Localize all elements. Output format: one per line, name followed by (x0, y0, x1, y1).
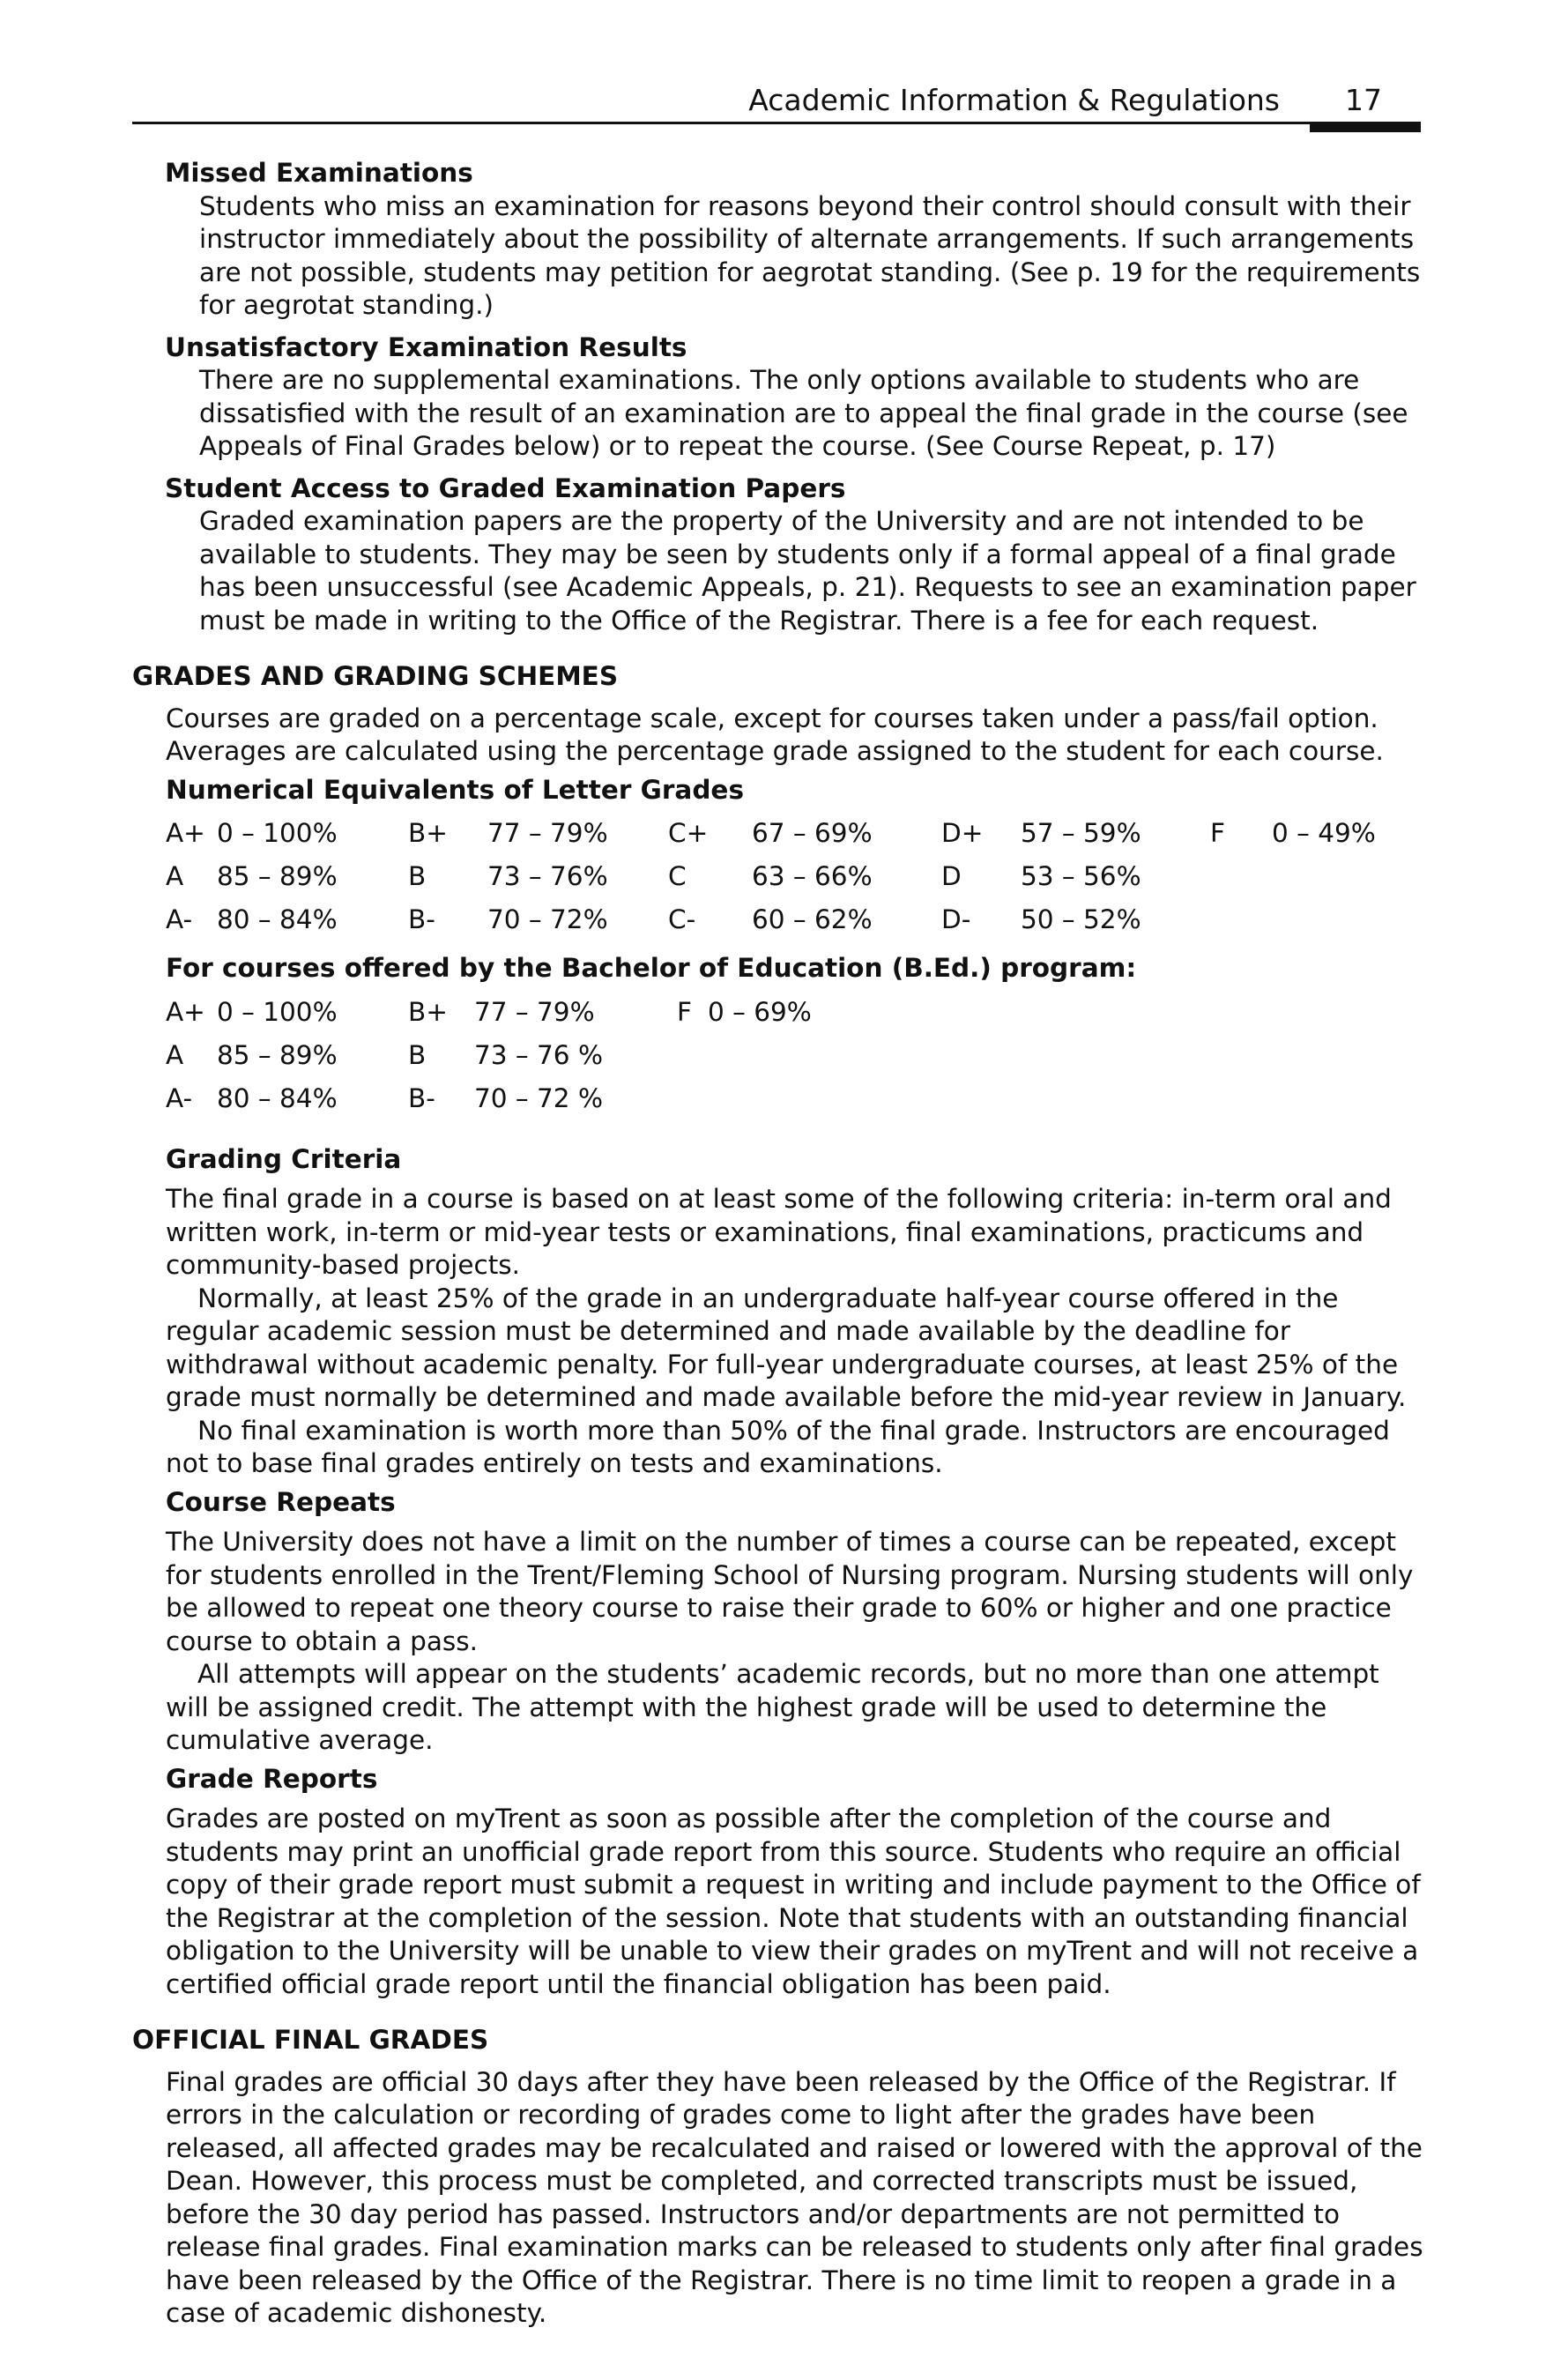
missed-exams-body (199, 190, 1424, 323)
grade-range: 67 – 69% (752, 818, 873, 848)
grade-range: 80 – 84% (217, 904, 338, 934)
repeats-paragraph: All attempts will appear on the students’ academic records, but no more than one attempt will be assigned credit. The attempt with the highest grade will be used to determine the cumulative average. (166, 1659, 1379, 1755)
grade-range: 53 – 56% (1021, 861, 1141, 891)
page-content (132, 157, 1424, 2331)
grades-schemes-heading: GRADES AND GRADING SCHEMES (132, 661, 619, 691)
table-row (166, 1039, 1424, 1082)
numerical-equivalents-heading: Numerical Equivalents of Letter Grades (166, 774, 745, 805)
table-row (166, 996, 1424, 1039)
grades-intro-block (166, 703, 1424, 807)
grade-letter: A (166, 1039, 184, 1070)
grade-letter: C (668, 861, 687, 891)
missed-exams-heading: Missed Examinations (165, 158, 473, 188)
missed-exams-text: Students who miss an examination for reasons beyond their control should consult with their instructor immediately about the possibility of alternate arrangements. If such arrangements are not possible, students may petition for aegrotat standing. (See p. 19 for the requirements for aegrotat standing.) (199, 190, 1421, 320)
bed-heading: For courses offered by the Bachelor of Education (B.Ed.) program: (166, 953, 1137, 983)
unsatisfactory-heading: Unsatisfactory Examination Results (165, 331, 687, 362)
repeats-paragraph: The University does not have a limit on the number of times a course can be repeated, except for students enrolled in the Trent/Fleming School of Nursing program. Nursing students will only be allowed to repeat one theory course to raise their grade to 60% or higher and one practice course to obtain a pass. (166, 1527, 1414, 1656)
repeats-heading: Course Repeats (166, 1486, 396, 1517)
grade-letter: D+ (941, 818, 984, 848)
grade-range: 77 – 79% (487, 818, 608, 848)
grade-range: 77 – 79% (474, 996, 595, 1027)
grade-range: 70 – 72% (487, 904, 608, 934)
grade-letter: F (1210, 818, 1225, 848)
grade-range: 63 – 66% (752, 861, 873, 891)
reports-paragraph: Grades are posted on myTrent as soon as possible after the completion of the course and students may print an unofficial grade report from this source. Students who require an official copy of their grade report must submit a request in writing and include payment to the Office of the Registrar at the completion of the session. Note that students with an outstanding financial obligation to the University will be unable to view their grades on myTrent and will not receive a certified official grade report until the financial obligation has been paid. (166, 1804, 1421, 1999)
unsatisfactory-body (199, 364, 1424, 464)
bed-grade-table (166, 996, 1424, 1126)
grade-range: 0 – 49% (1272, 818, 1376, 848)
grade-range: 73 – 76 % (474, 1039, 603, 1070)
grade-letter: B- (408, 1082, 435, 1113)
grade-letter: C- (668, 904, 696, 934)
grade-letter: B (408, 861, 427, 891)
grade-range: 80 – 84% (217, 1082, 338, 1113)
grade-letter: A- (166, 904, 193, 934)
reports-heading: Grade Reports (166, 1763, 378, 1794)
grade-letter: A- (166, 1082, 193, 1113)
grade-letter: B (408, 1039, 427, 1070)
criteria-block (166, 1143, 1424, 2002)
running-header-title: Academic Information & Regulations (748, 83, 1280, 117)
official-grades-block (166, 2066, 1424, 2331)
grade-range: 73 – 76% (487, 861, 608, 891)
grade-letter: A+ (166, 996, 205, 1027)
official-grades-heading: OFFICIAL FINAL GRADES (132, 2025, 489, 2055)
unsatisfactory-text: There are no supplemental examinations. The only options available to students who are dissatisfied with the result of an examination are to appeal the final grade in the course (see Appeals of Final Grades below) or to repeat the course. (See Course Repeat, p. 17) (199, 365, 1408, 461)
grade-letter: B- (408, 904, 435, 934)
grade-letter: B+ (408, 818, 448, 848)
grade-range: 0 – 69% (708, 996, 812, 1027)
grade-range: 60 – 62% (752, 904, 873, 934)
running-header (132, 78, 1421, 130)
grade-letter: F (677, 996, 692, 1027)
access-text: Graded examination papers are the property of the University and are not intended to be available to students. They may be seen by students only if a formal appeal of a final grade has been unsuccessful (see Academic Appeals, p. 21). Requests to see an examination paper must be made in writing to the Office of the Registrar. There is a fee for each request. (199, 506, 1416, 636)
numerical-grade-table (166, 817, 1424, 947)
grade-letter: A+ (166, 818, 205, 848)
criteria-paragraph: The final grade in a course is based on at least some of the following criteria: in-term oral and written work, in-term or mid-year tests or examinations, final examinations, practicums and community-based projects. (166, 1184, 1392, 1280)
criteria-paragraph: No final examination is worth more than 50% of the final grade. Instructors are encouraged not to base final grades entirely on tests and examinations. (166, 1415, 1390, 1478)
grade-letter: C+ (668, 818, 709, 848)
grade-range: 0 – 100% (217, 996, 338, 1027)
grade-letter: B+ (408, 996, 448, 1027)
access-heading: Student Access to Graded Examination Papers (165, 472, 846, 503)
grade-letter: D- (941, 904, 971, 934)
grade-letter: A (166, 861, 184, 891)
bed-block (166, 952, 1424, 985)
grade-range: 85 – 89% (217, 1039, 338, 1070)
table-row (166, 817, 1424, 860)
grade-range: 70 – 72 % (474, 1082, 603, 1113)
table-row (166, 860, 1424, 904)
page-number: 17 (1345, 83, 1382, 117)
grade-range: 85 – 89% (217, 861, 338, 891)
grade-range: 57 – 59% (1021, 818, 1141, 848)
criteria-paragraph: Normally, at least 25% of the grade in an undergraduate half-year course offered in the regular academic session must be determined and made available by the deadline for withdrawal without academic penalty. For full-year undergraduate courses, at least 25% of the grade must normally be determined and made available before the mid-year review in January. (166, 1283, 1407, 1412)
table-row (166, 904, 1424, 947)
header-rule (132, 122, 1313, 124)
header-tab-block (1310, 122, 1421, 132)
table-row (166, 1082, 1424, 1126)
grade-range: 50 – 52% (1021, 904, 1141, 934)
criteria-heading: Grading Criteria (166, 1143, 402, 1174)
official-grades-text: Final grades are official 30 days after they have been released by the Office of the Registrar. If errors in the calculation or recording of grades come to light after the grades have been released, all affected grades may be recalculated and raised or lowered with the approval of the Dean. However, this process must be completed, and corrected transcripts must be issued, before the 30 day period has passed. Instructors and/or departments are not permitted to release final grades. Final examination marks can be released to students only after final grades have been released by the Office of the Registrar. There is no time limit to reopen a grade in a case of academic dishonesty. (166, 2066, 1423, 2328)
grades-intro-text: Courses are graded on a percentage scale, except for courses taken under a pass/fail option. Averages are calculated using the percentage grade assigned to the student for each course. (166, 703, 1384, 766)
access-body (199, 505, 1424, 637)
grade-range: 0 – 100% (217, 818, 338, 848)
grade-letter: D (941, 861, 962, 891)
